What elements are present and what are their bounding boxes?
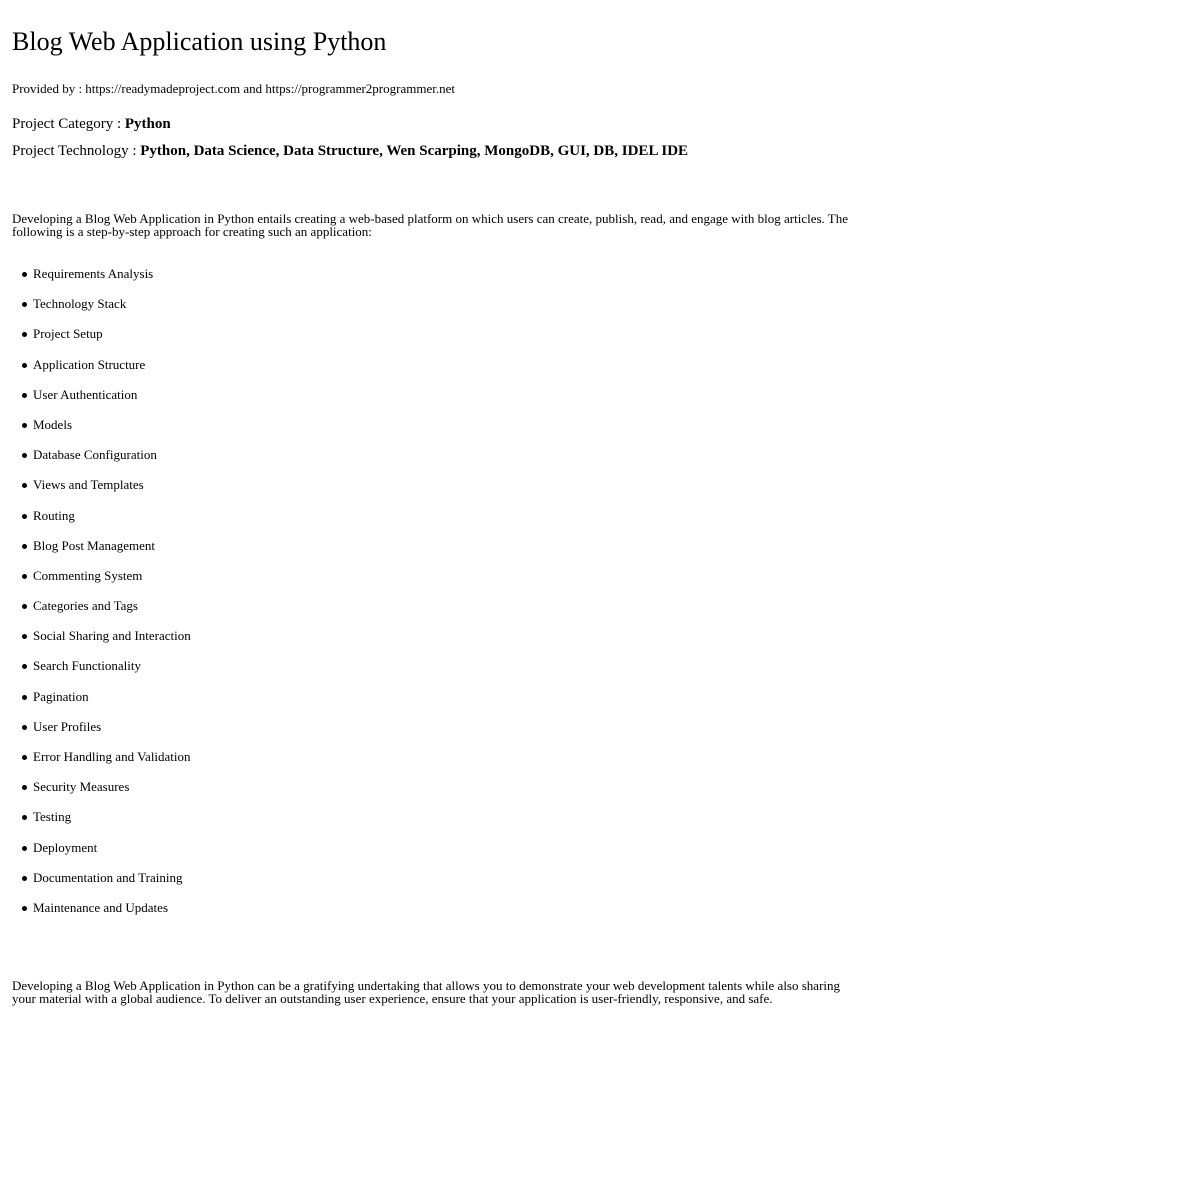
bullet-icon bbox=[22, 363, 27, 368]
list-item bbox=[12, 387, 191, 417]
list-item bbox=[12, 266, 191, 296]
list-item bbox=[12, 628, 191, 658]
list-item bbox=[12, 326, 191, 356]
list-item-label: Error Handling and Validation bbox=[33, 749, 191, 764]
list-item bbox=[12, 447, 191, 477]
bullet-icon bbox=[22, 785, 27, 790]
project-category-value: Python bbox=[124, 116, 171, 132]
list-item-label: Requirements Analysis bbox=[33, 266, 154, 281]
list-item-label: User Authentication bbox=[33, 386, 138, 402]
list-item-label: Search Functionality bbox=[33, 658, 141, 674]
bullet-icon bbox=[22, 514, 27, 519]
project-technology bbox=[12, 142, 688, 160]
list-item-label: Application Structure bbox=[33, 356, 146, 372]
list-item-label: Social Sharing and Interaction bbox=[33, 628, 191, 644]
page-title: Blog Web Application using Python bbox=[12, 27, 387, 56]
list-item-label: Documentation and Training bbox=[33, 869, 183, 885]
bullet-icon bbox=[22, 544, 27, 549]
list-item bbox=[12, 598, 191, 628]
list-item-label: Technology Stack bbox=[33, 296, 127, 312]
list-item-label: User Profiles bbox=[33, 718, 102, 734]
list-item-label: Database Configuration bbox=[33, 447, 157, 463]
bullet-icon bbox=[22, 483, 27, 488]
bullet-icon bbox=[22, 574, 27, 579]
list-item bbox=[12, 296, 191, 326]
bullet-icon bbox=[22, 604, 27, 609]
steps-list bbox=[12, 266, 191, 930]
bullet-icon bbox=[22, 755, 27, 760]
list-item bbox=[12, 658, 191, 688]
list-item bbox=[12, 870, 191, 900]
project-category bbox=[12, 115, 171, 133]
list-item-label: Security Measures bbox=[33, 779, 130, 795]
list-item-label: Pagination bbox=[33, 688, 89, 704]
list-item-label: Deployment bbox=[33, 839, 98, 855]
list-item-label: Routing bbox=[33, 507, 75, 523]
bullet-icon bbox=[22, 393, 27, 398]
bullet-icon bbox=[22, 664, 27, 669]
bullet-icon bbox=[22, 302, 27, 307]
list-item-label: Commenting System bbox=[33, 567, 143, 583]
list-item bbox=[12, 477, 191, 507]
list-item bbox=[12, 779, 191, 809]
project-category-label: Project Category : bbox=[12, 116, 122, 132]
list-item-label: Maintenance and Updates bbox=[33, 899, 169, 915]
list-item bbox=[12, 840, 191, 870]
list-item-label: Models bbox=[33, 416, 72, 432]
list-item-label: Testing bbox=[33, 809, 72, 825]
bullet-icon bbox=[22, 846, 27, 851]
bullet-icon bbox=[22, 725, 27, 730]
list-item bbox=[12, 417, 191, 447]
bullet-icon bbox=[22, 634, 27, 639]
list-item bbox=[12, 689, 191, 719]
list-item bbox=[12, 538, 191, 568]
list-item-label: Views and Templates bbox=[33, 477, 144, 493]
project-technology-label: Project Technology : bbox=[12, 143, 137, 159]
bullet-icon bbox=[22, 876, 27, 881]
list-item bbox=[12, 809, 191, 839]
bullet-icon bbox=[22, 906, 27, 911]
project-technology-value: Python, Data Science, Data Structure, Wen Scarping, MongoDB, GUI, DB, IDEL IDE bbox=[140, 143, 689, 159]
conclusion-paragraph: Developing a Blog Web Application in Python can be a gratifying undertaking that allows you to demonstrate your web development talents while also sharing your material with a global audience. To deliver an outstanding user experience, ensure that your application is user-friendly, responsive, and safe. bbox=[12, 978, 841, 1006]
intro-paragraph: Developing a Blog Web Application in Python entails creating a web-based platform on which users can create, publish, read, and engage with blog articles. The following is a step-by-step approach for creating such an application: bbox=[12, 211, 849, 239]
bullet-icon bbox=[22, 815, 27, 820]
list-item bbox=[12, 508, 191, 538]
list-item-label: Blog Post Management bbox=[33, 537, 156, 553]
list-item-label: Project Setup bbox=[33, 326, 103, 342]
list-item bbox=[12, 568, 191, 598]
bullet-icon bbox=[22, 332, 27, 337]
list-item bbox=[12, 357, 191, 387]
list-item bbox=[12, 719, 191, 749]
bullet-icon bbox=[22, 272, 27, 277]
bullet-icon bbox=[22, 695, 27, 700]
bullet-icon bbox=[22, 453, 27, 458]
list-item-label: Categories and Tags bbox=[33, 598, 138, 614]
list-item bbox=[12, 900, 191, 930]
list-item bbox=[12, 749, 191, 779]
bullet-icon bbox=[22, 423, 27, 428]
provided-by-line: Provided by : https://readymadeproject.com and https://programmer2programmer.net bbox=[12, 81, 455, 96]
